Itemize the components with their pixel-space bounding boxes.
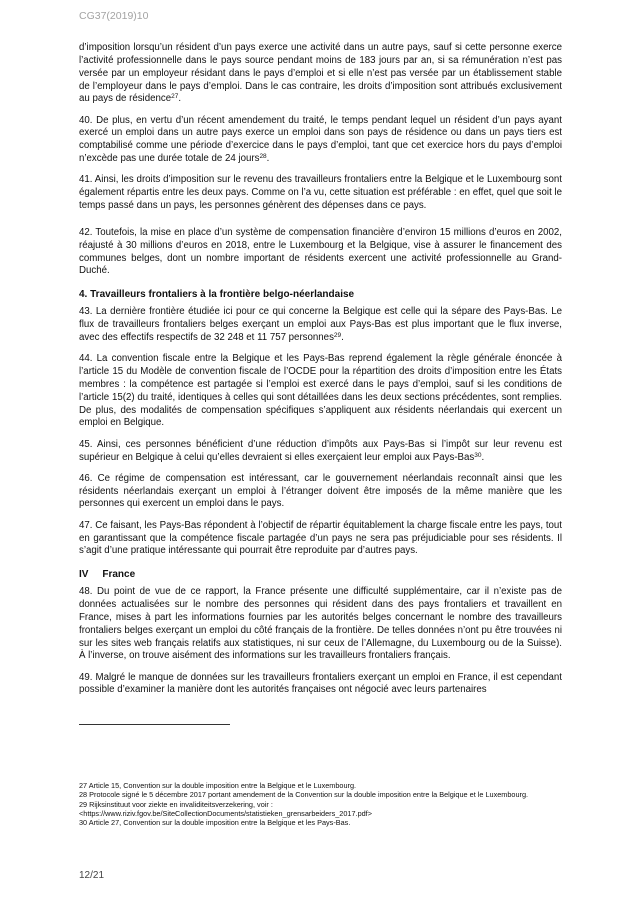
paragraph-end: . <box>178 93 182 105</box>
paragraph-text: 46. Ce régime de compensation est intéressant, car le gouvernement néerlandais reconnaît ainsi que les résidents néerlandais exerçant un emploi à l’étranger doivent être imposés de la même manière que les personnes qui exercent un emploi dans le pays. <box>79 472 562 510</box>
paragraph-text: 43. La dernière frontière étudiée ici pour ce qui concerne la Belgique est celle qui la sépare des Pays-Bas. Le flux de travailleurs frontaliers belges exerçant un emploi aux Pays-Bas est plus important que le flux inverse, avec des effectifs respectifs de 32 248 et 11 757 personnes <box>79 306 562 343</box>
footnote-reference: 28 <box>259 153 267 161</box>
section-iv-paragraphs <box>79 586 562 697</box>
paragraph <box>79 353 562 430</box>
paragraph-text: 41. Ainsi, les droits d’imposition sur le revenu des travailleurs frontaliers entre la Belgique et le Luxembourg sont également répartis entre les deux pays. Comme on l’a vu, cette situation est préférable : en effet, quel que soit le temps passé dans un pays, les personnes génèrent des dépenses dans ce pays. <box>79 174 562 212</box>
section-4-paragraphs <box>79 306 562 558</box>
paragraph <box>79 42 562 106</box>
paragraph <box>79 586 562 663</box>
paragraph <box>79 672 562 698</box>
body-text <box>79 42 562 706</box>
paragraph-text: 48. Du point de vue de ce rapport, la France présente une difficulté supplémentaire, car il n’existe pas de données actualisées sur le nombre des personnes qui résident dans des pays frontaliers et travaillent en France, mises à part les informations fournies par les autorités belges concernant le nombre des travailleurs frontaliers belges exerçant un emploi du côté français de la frontière. De telles données n’ont pu être trouvées ni sur les sites web français relatifs aux statistiques, ni sur ceux de l’Allemagne, du Luxembourg ou de la Suisse). À l’inverse, on trouve aisément des informations sur les travailleurs frontaliers français. <box>79 586 562 662</box>
section-4-heading: 4. Travailleurs frontaliers à la frontière belgo-néerlandaise <box>79 289 355 301</box>
paragraph-text: d’imposition lorsqu’un résident d’un pays exerce une activité dans un autre pays, sauf si cette personne exerce l’activité professionnelle dans le pays source pendant moins de 183 jours par an, si sa rémunération n’est pas versée par un employeur résidant dans le pays d’emploi et si elle n’est pas versée par un établissement stable de l’employeur dans le pays d’emploi. Dans le cas contraire, les droits d’imposition sont attribués exclusivement au pays de résidence <box>79 42 562 105</box>
paragraph-text: 45. Ainsi, ces personnes bénéficient d’une réduction d’impôts aux Pays-Bas si l’impôt sur leur revenu est supérieur en Belgique à celui qu’elles devraient si elles exerçaient leur emploi aux Pays-Bas <box>79 438 562 463</box>
paragraph-text: 40. De plus, en vertu d’un récent amendement du traité, le temps pendant lequel un résident d’un pays ayant exercé un emploi dans un autre pays exerce un emploi dans son pays de résidence ou dans un pays tiers est comptabilisé comme une période d’exercice dans le pays d’emploi, tant que cet exercice hors du pays d’emploi n’excède pas une durée totale de 24 jours <box>79 114 562 165</box>
section-iv-heading: IV France <box>79 569 136 581</box>
footnote-separator <box>79 724 230 725</box>
paragraph <box>79 174 562 213</box>
footnote-reference: 27 <box>171 93 179 101</box>
paragraph <box>79 520 562 559</box>
footnote-reference: 29 <box>333 331 342 339</box>
paragraph-end: . <box>481 451 485 463</box>
paragraph-text: 42. Toutefois, la mise en place d’un système de compensation financière d’environ 15 millions d’euros en 2002, réajusté à 30 millions d’euros en 2018, entre le Luxembourg et la Belgique, vise à assurer le financement des communes belges, dont un nombre important de résidents exercent une activité professionnelle au Grand-Duché. <box>79 226 562 277</box>
paragraph <box>79 115 562 166</box>
footnote: 30 Article 27, Convention sur la double imposition entre la Belgique et les Pays-Bas. <box>79 818 351 828</box>
paragraph-text: 49. Malgré le manque de données sur les travailleurs frontaliers exerçant un emploi en France, il est cependant possible d’examiner la manière dont les autorités françaises ont négocié avec leurs partenaires <box>79 671 562 696</box>
footnote-reference: 30 <box>474 451 482 459</box>
paragraph <box>79 439 562 465</box>
paragraph <box>79 227 562 278</box>
paragraph-text: 44. La convention fiscale entre la Belgique et les Pays-Bas reprend également la règle générale énoncée à l’article 15 du Modèle de convention fiscale de l’OCDE pour la répartition des droits d’imposition entre les États membres : la compétence est partagée si l’emploi est exercé dans le pays d’emploi, sauf si les conditions de l’article 15(2) du traité, identiques à celles qui sont détaillées dans les deux sections précédentes, sont remplies. De plus, des modalités de compensation spécifiques s’appliquent aux résidents néerlandais qui exercent un emploi en Belgique. <box>79 353 562 429</box>
paragraph-text: 47. Ce faisant, les Pays-Bas répondent à l’objectif de répartir équitablement la charge fiscale entre les pays, tout en garantissant que la compétence fiscale partagée d’un pays ne sera pas préjudiciable pour ses résidents. Il s’agit d’une pratique intéressante qui pourrait être reproduite par d’autres pays. <box>79 519 562 557</box>
footnote: 27 Article 15, Convention sur la double imposition entre la Belgique et le Luxembourg. <box>79 781 357 790</box>
page-number: 12/21 <box>79 870 105 881</box>
paragraph <box>79 306 562 345</box>
paragraph-end: . <box>266 153 270 165</box>
document-reference: CG37(2019)10 <box>79 10 149 22</box>
paragraph-end: . <box>341 331 344 343</box>
footnotes <box>79 781 563 827</box>
footnote: 28 Protocole signé le 5 décembre 2017 portant amendement de la Convention sur la double imposition entre la Belgique et le Luxembourg. <box>79 790 529 800</box>
footnote: 29 Rijksinstituut voor ziekte en invaliditeitsverzekering, voir : <box>79 799 273 809</box>
intro-paragraphs <box>79 42 562 278</box>
footnote: <https://www.riziv.fgov.be/SiteCollectionDocuments/statistieken_grensarbeiders_2017.pdf> <box>79 808 372 818</box>
paragraph <box>79 473 562 512</box>
